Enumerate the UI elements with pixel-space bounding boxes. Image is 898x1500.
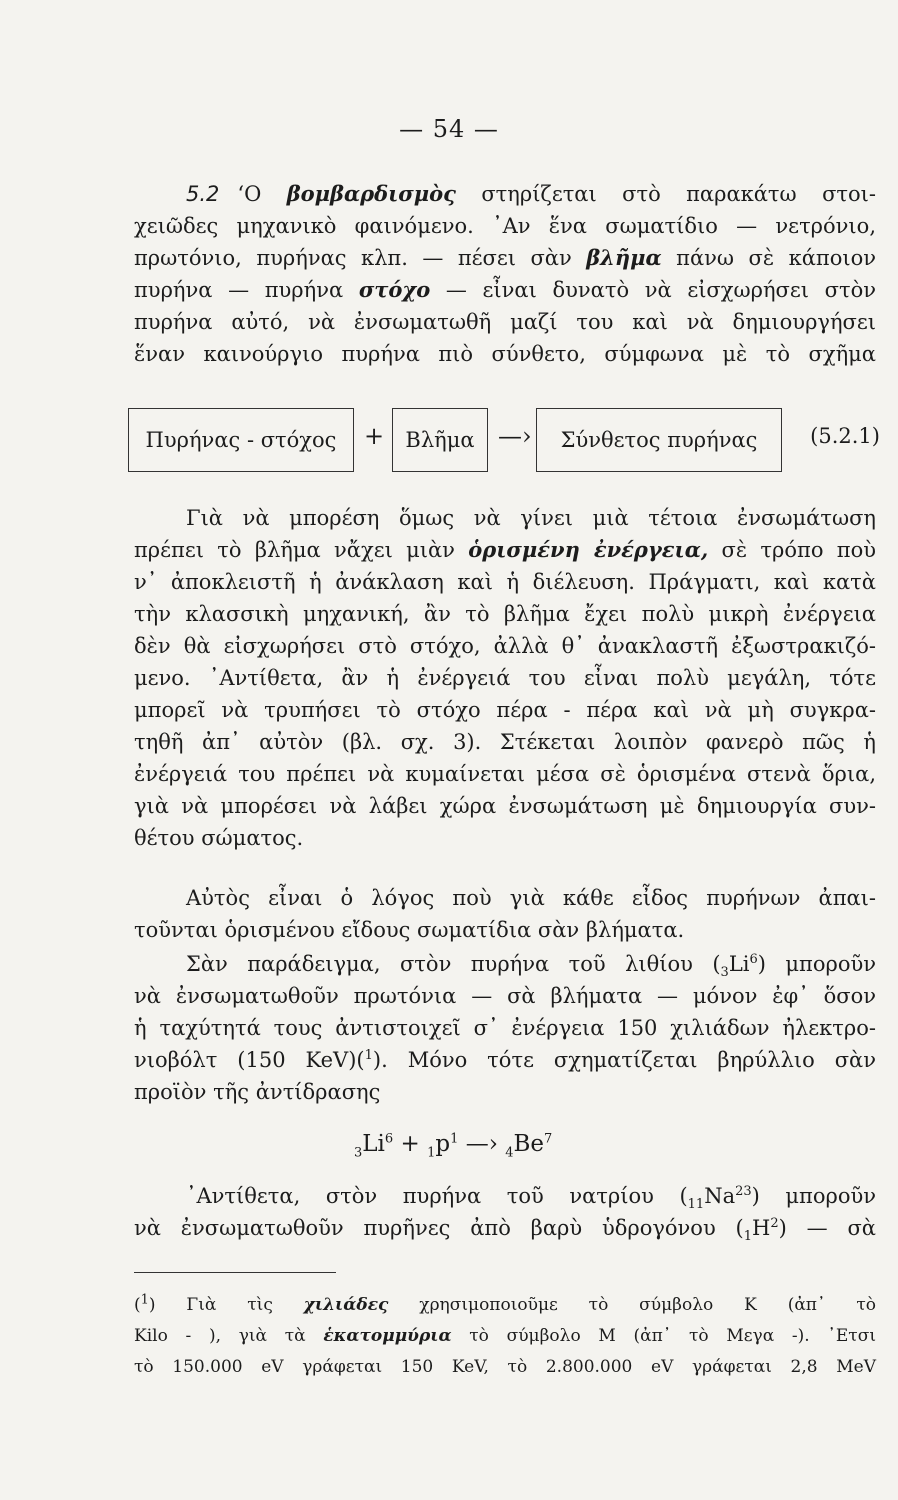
plus-sign: + (364, 422, 385, 450)
text-line: προϊὸν τῆς ἀντίδρασης (134, 1080, 381, 1104)
text-line: τὴν κλασσικὴ μηχανική, ἂν τὸ βλῆμα ἔχει πολὺ μικρὴ ἐνέργεια (134, 602, 876, 626)
nuclear-reaction-equation: $_3Li^6 + _1p^1$ —› $_4Be^7$ (354, 1131, 553, 1161)
superscript: 1 (364, 1048, 373, 1063)
text-line: ᾿Αντίθετα, στὸν πυρήνα τοῦ νατρίου $(_{11}Na^{23})$ μποροῦν (186, 1184, 877, 1213)
text-line: ἐνέργειά του πρέπει νὰ κυμαίνεται μέσα σὲ ὁρισμένα στενὰ ὅρια, (134, 762, 876, 786)
text-line: τὸ 150.000 eV γράφεται 150 KeV, τὸ 2.800.000 eV γράφεται 2,8 MeV (134, 1357, 876, 1377)
subscript: 4 (505, 1145, 514, 1161)
text-line: θέτου σώματος. (134, 826, 304, 850)
superscript: 1 (140, 1292, 149, 1308)
text-line: μενο. ᾿Αντίθετα, ἂν ἡ ἐνέργειά του εἶναι πολὺ μεγάλη, τότε (134, 666, 876, 690)
text-line: χειῶδες μηχανικὸ φαινόμενο. ᾿Αν ἕνα σωματίδιο — νετρόνιο, (134, 214, 876, 238)
text-line: ($^1$) Γιὰ τὶς χιλιάδες χρησιμοποιοῦμε τὸ σύμβολο K (ἀπ᾿ τὸ (134, 1292, 876, 1315)
text-line: γιὰ νὰ μπορέσει νὰ λάβει χώρα ἐνσωμάτωση μὲ δημιουργία συν- (134, 794, 876, 818)
compound-nucleus-box: Σύνθετος πυρήνας (536, 408, 782, 472)
subscript: 1 (743, 1229, 753, 1245)
target-nucleus-box: Πυρήνας - στόχος (128, 408, 354, 472)
paragraph-sodium-example (134, 1180, 876, 1244)
emphasized-term: χιλιάδες (303, 1295, 389, 1315)
emphasized-term: βομβαρδισμὸς (286, 181, 456, 206)
text-line: νὰ ἐνσωματωθοῦν πυρῆνες ἀπὸ βαρὺ ὑδρογόνου $(_1H^2)$ — σὰ (134, 1216, 876, 1245)
emphasized-term: ἑκατομμύρια (323, 1326, 452, 1346)
subscript: 11 (687, 1197, 705, 1213)
text-line: νιοβόλτ (150 KeV)($^1$). Μόνο τότε σχηματίζεται βηρύλλιο σὰν (134, 1048, 876, 1072)
text-line: Αὐτὸς εἶναι ὁ λόγος ποὺ γιὰ κάθε εἶδος πυρήνων ἀπαι- (186, 886, 876, 910)
text-line: πρωτόνιο, πυρήνας κλπ. — πέσει σὰν βλῆμα πάνω σὲ κάποιον (134, 245, 876, 270)
superscript: 6 (384, 1131, 394, 1147)
text-line: Σὰν παράδειγμα, στὸν πυρήνα τοῦ λιθίου $(_3Li^6)$ μποροῦν (186, 952, 876, 981)
emphasized-term: ὁρισμένη ἐνέργεια, (468, 537, 709, 562)
superscript: 1 (450, 1131, 459, 1147)
paragraph-projectile-types (134, 882, 876, 946)
emphasized-term: στόχο (358, 277, 431, 302)
text-line: τηθῆ ἀπ᾿ αὐτὸν (βλ. σχ. 3). Στέκεται λοιπὸν φανερὸ πῶς ἡ (134, 730, 876, 754)
text-line: ἕναν καινούργιο πυρήνα πιὸ σύνθετο, σύμφωνα μὲ τὸ σχῆμα (134, 342, 876, 366)
equation-5-2-1 (124, 398, 884, 488)
text-line: μπορεῖ νὰ τρυπήσει τὸ στόχο πέρα - πέρα καὶ νὰ μὴ συγκρα- (134, 698, 876, 722)
subscript: 3 (720, 965, 729, 981)
text-line: ν᾿ ἀποκλειστῆ ἡ ἀνάκλαση καὶ ἡ διέλευση. Πράγματι, καὶ κατὰ (134, 570, 876, 594)
equation-number: (5.2.1) (810, 424, 880, 448)
subscript: 1 (427, 1145, 436, 1161)
projectile-box: Βλῆμα (392, 408, 488, 472)
text-line: πυρήνα αὐτό, νὰ ἐνσωματωθῆ μαζί του καὶ νὰ δημιουργήσει (134, 310, 876, 334)
superscript: 2 (770, 1216, 779, 1231)
text-line: 5.2 ‘Ο βομβαρδισμὸς στηρίζεται στὸ παρακάτω στοι- (186, 181, 876, 206)
emphasized-term: βλῆμα (586, 245, 662, 270)
text-line: δὲν θὰ εἰσχωρήσει στὸ στόχο, ἀλλὰ θ᾿ ἀνακλαστῆ ἐξωστρακιζό- (134, 634, 876, 658)
arrow-icon: —› (498, 422, 532, 450)
page-number: — 54 — (399, 115, 499, 143)
superscript: 6 (749, 952, 758, 967)
text-line: πρέπει τὸ βλῆμα νἄχει μιὰν ὁρισμένη ἐνέργεια, σὲ τρόπο ποὺ (134, 537, 876, 562)
text-line: Γιὰ νὰ μπορέση ὅμως νὰ γίνει μιὰ τέτοια ἐνσωμάτωση (186, 506, 876, 530)
footnote (134, 1290, 876, 1383)
text-line: Kilo - ), γιὰ τὰ ἑκατομμύρια τὸ σύμβολο M (ἀπ᾿ τὸ Μεγα -). ᾿Ετσι (134, 1326, 876, 1346)
text-line: τοῦνται ὁρισμένου εἴδους σωματίδια σὰν βλήματα. (134, 918, 685, 942)
text-line: πυρήνα — πυρήνα στόχο — εἶναι δυνατὸ νὰ εἰσχωρήσει στὸν (134, 277, 876, 302)
paragraph-bombardment-intro (134, 178, 876, 370)
paragraph-lithium-example (134, 948, 876, 1108)
paragraph-energy-condition (134, 502, 876, 854)
superscript: 23 (735, 1184, 752, 1199)
footnote-divider (134, 1272, 336, 1273)
subscript: 3 (354, 1145, 363, 1161)
text-line: ἡ ταχύτητά τους ἀντιστοιχεῖ σ᾿ ἐνέργεια 150 χιλιάδων ἠλεκτρο- (134, 1016, 876, 1040)
text-line: νὰ ἐνσωματωθοῦν πρωτόνια — σὰ βλήματα — μόνον ἐφ᾿ ὅσον (134, 984, 876, 1008)
section-number: 5.2 (186, 182, 220, 206)
superscript: 7 (544, 1131, 553, 1147)
